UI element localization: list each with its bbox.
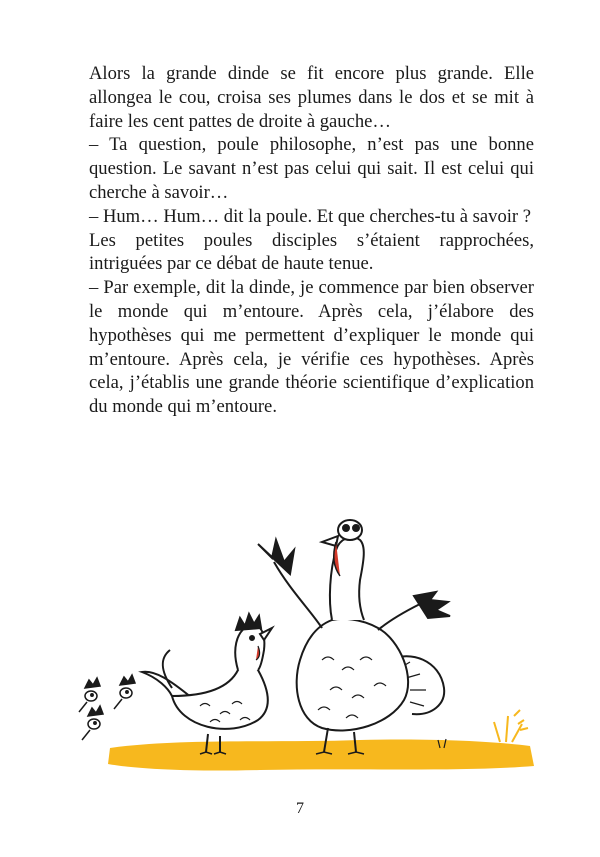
chick-icon (79, 675, 135, 740)
turkey-icon (258, 520, 450, 754)
page-number: 7 (296, 800, 304, 817)
hen-icon (142, 614, 272, 754)
grass-icon (494, 710, 528, 742)
paragraph-2: – Ta question, poule philosophe, n’est pas une bonne question. Le savant n’est pas celui qui sait. Il est celui qui cherche à savoir… (89, 134, 534, 203)
story-text (89, 62, 534, 419)
paragraph-5: – Par exemple, dit la dinde, je commence par bien observer le monde qui m’entoure. Après cela, j’élabore des hypothèses qui me permettent d’expliquer le monde qui m’entoure. Après cela, je vérifie ces hypothèses. Après cela, j’établis une grande théorie scientifique d’explication du monde qui m’entoure. (89, 277, 534, 418)
paragraph-4: Les petites poules disciples s’étaient rapprochées, intriguées par ce débat de haute tenue. (89, 229, 534, 275)
paragraph-1: Alors la grande dinde se fit encore plus grande. Elle allongea le cou, croisa ses plumes dans le dos et se mit à faire les cent pattes de droite à gauche… (89, 63, 534, 132)
illustration (60, 510, 540, 780)
ground-patch (108, 739, 534, 770)
paragraph-3: – Hum… Hum… dit la poule. Et que cherches-tu à savoir ? (89, 205, 532, 227)
